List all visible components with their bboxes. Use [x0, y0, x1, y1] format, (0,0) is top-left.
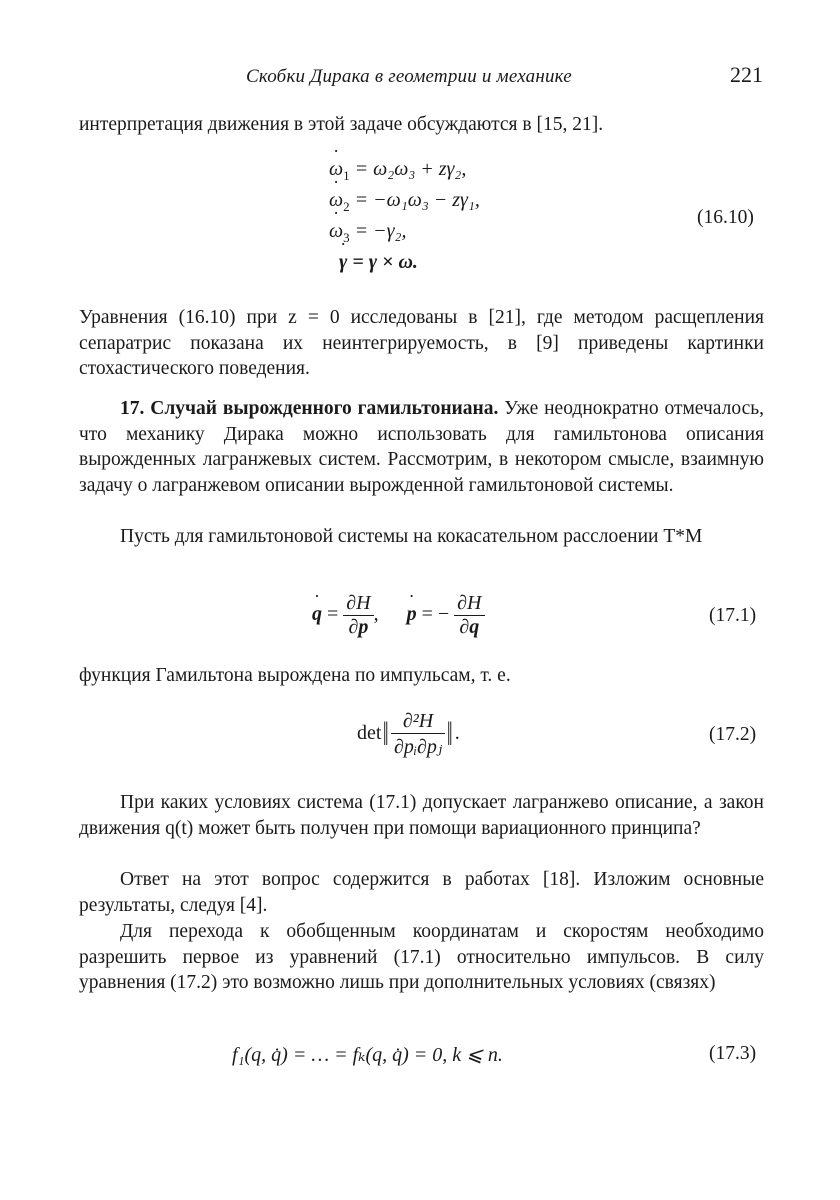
equation-line: [329, 189, 549, 220]
det-operator: det: [357, 722, 382, 745]
equation-17-2: [357, 710, 537, 759]
eq-lhs: ˙ γ: [339, 251, 347, 274]
fraction-numerator: ∂H: [454, 592, 484, 616]
eq-sign: =: [327, 603, 339, 626]
equation-17-1: [312, 592, 572, 639]
equation-number: (17.3): [709, 1043, 757, 1064]
eq-lhs-sub: 1: [343, 168, 350, 183]
eq-lhs: ˙ ω: [329, 220, 343, 243]
fraction-numerator: ∂²H: [391, 710, 445, 734]
fraction: [454, 592, 484, 639]
fraction-denominator: ∂pᵢ∂pⱼ: [393, 736, 443, 758]
norm-bar-right: ‖: [447, 715, 453, 753]
paragraph: интерпретация движения в этой задаче обсуждаются в [15, 21].: [79, 114, 604, 135]
paragraph: Пусть для гамильтоновой системы на кокасательном расслоении T*M: [120, 526, 703, 547]
equation-17-3: f₁(q, q̇) = … = fₖ(q, q̇) = 0, k ⩽ n.: [232, 1044, 503, 1066]
eq-lhs-sub: 3: [343, 230, 350, 245]
fraction: [391, 710, 445, 759]
equation-number: (17.2): [709, 724, 757, 745]
paragraph: Для перехода к обобщенным координатам и скоростям необходимо разрешить первое из уравнений (17.1) относительно импульсов. В силу уравнения (17.2) это возможно лишь при дополнительных условиях (связях): [79, 921, 764, 993]
fraction: [343, 592, 373, 639]
p-dot: ˙ p: [407, 603, 417, 626]
eq-rhs: = −ω₁ω₃ − zγ₁,: [354, 189, 480, 211]
norm-bar-left: ‖: [383, 715, 390, 753]
fraction-denominator: ∂q: [459, 616, 480, 638]
running-title: Скобки Дирака в геометрии и механике: [246, 66, 572, 87]
section-heading: 17. Случай вырожденного гамильтониана.: [120, 398, 499, 419]
eq-lhs: ˙ ω: [329, 189, 343, 212]
eq-sign: = −: [421, 603, 450, 626]
fraction-denominator: ∂p: [348, 616, 369, 638]
eq-lhs: ˙ ω: [329, 158, 343, 181]
equation-number: (16.10): [697, 207, 754, 228]
eq-lhs-sub: 2: [343, 199, 350, 214]
page-header: [0, 62, 840, 92]
comma: ,: [373, 603, 379, 626]
fraction-numerator: ∂H: [343, 592, 373, 616]
equation-16-10: [329, 158, 549, 282]
paragraph: Уравнения (16.10) при z = 0 исследованы в [21], где методом расщепления сепаратрис показана их неинтегрируемость, в [9] приведены картинки стохастического поведения.: [79, 307, 764, 379]
section-text: Уже неоднократно отмечалось, что механику Дирака можно использовать для гамильтонова описания вырожденных лагранжевых систем. Рассмотрим, в некотором смысле, взаимную задачу о лагранжевом описании вырожденной гамильтоновой системы.: [79, 398, 765, 496]
paragraph: функция Гамильтона вырождена по импульсам, т. е.: [79, 665, 511, 686]
paragraph: Ответ на этот вопрос содержится в работах [18]. Изложим основные результаты, следуя [4].: [79, 869, 764, 916]
equation-line: [329, 251, 549, 282]
eq-rhs: = ω₂ω₃ + zγ₂,: [354, 158, 467, 180]
page-number: 221: [730, 62, 763, 87]
eq-rhs: = −γ₂,: [354, 220, 407, 242]
equation-number: (17.1): [709, 605, 757, 626]
equation-line: [329, 220, 549, 251]
paragraph: При каких условиях система (17.1) допускает лагранжево описание, а закон движения q(t) может быть получен при помощи вариационного принципа?: [79, 792, 764, 839]
period: .: [454, 722, 460, 745]
eq-rhs: = γ × ω.: [352, 251, 418, 273]
section-17: [79, 396, 764, 498]
equation-line: [329, 158, 549, 189]
q-dot: ˙ q: [312, 603, 322, 626]
